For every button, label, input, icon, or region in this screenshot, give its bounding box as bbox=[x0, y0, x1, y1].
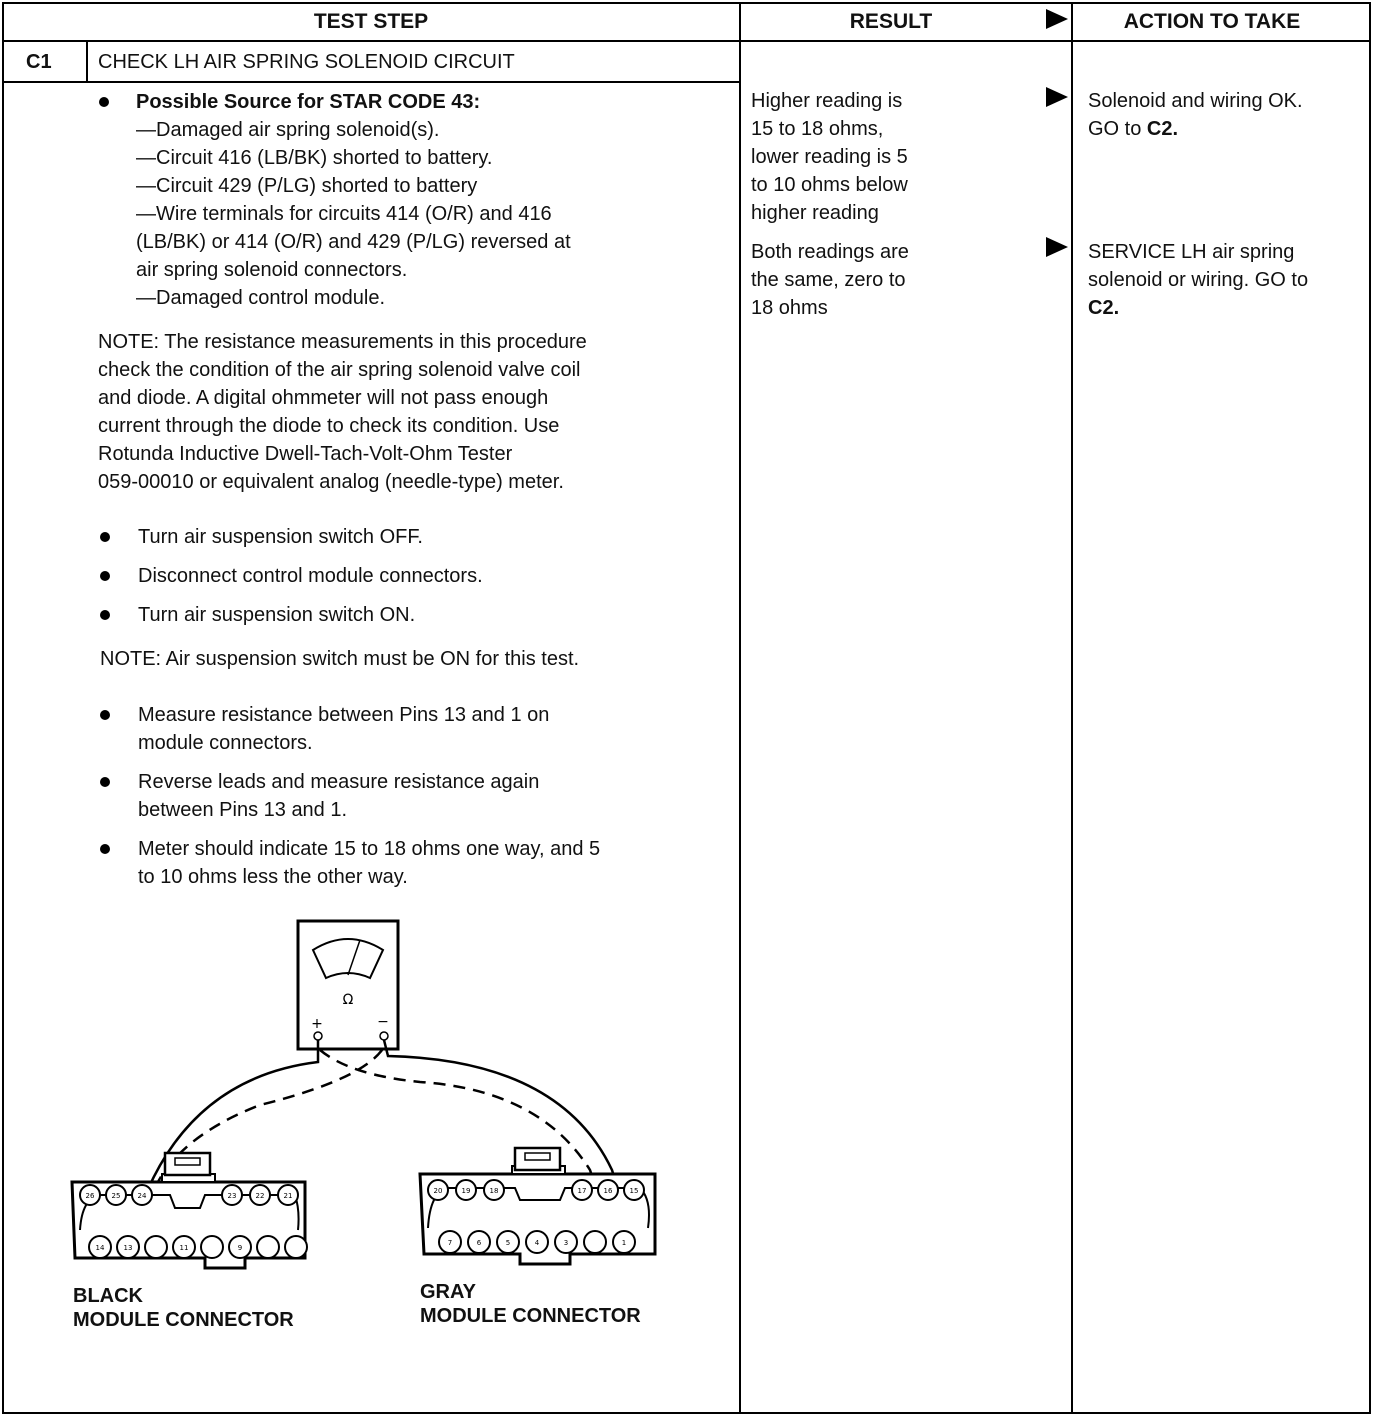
bullet-icon bbox=[100, 610, 110, 620]
possible-source-item: —Damaged control module. bbox=[136, 287, 386, 309]
step-id: C1 bbox=[26, 51, 52, 73]
header-test-step: TEST STEP bbox=[313, 10, 429, 33]
result-1 bbox=[751, 87, 908, 227]
action-goto-link[interactable]: C2. bbox=[1146, 118, 1179, 140]
bullet-icon bbox=[100, 844, 110, 854]
result-line: 18 ohms bbox=[751, 297, 828, 319]
frame-bottom bbox=[2, 1412, 1371, 1414]
result-2 bbox=[751, 238, 909, 322]
action-goto-text: GO to bbox=[1088, 118, 1147, 140]
connector-pin bbox=[257, 1236, 279, 1258]
connector-pin-label: 16 bbox=[603, 1187, 613, 1195]
note-line: current through the diode to check its condition. Use bbox=[98, 415, 560, 437]
step-line: module connectors. bbox=[138, 732, 313, 754]
step-line: between Pins 13 and 1. bbox=[138, 799, 348, 821]
action-1 bbox=[1088, 87, 1303, 143]
label-line: MODULE CONNECTOR bbox=[420, 1305, 641, 1327]
connector-pin-label: 22 bbox=[255, 1192, 265, 1200]
note-line: 059-00010 or equivalent analog (needle-type) meter. bbox=[98, 471, 564, 493]
step-title: CHECK LH AIR SPRING SOLENOID CIRCUIT bbox=[98, 51, 515, 73]
step-measure bbox=[138, 701, 549, 757]
connector-pin bbox=[285, 1236, 307, 1258]
gray-connector-label bbox=[420, 1280, 641, 1328]
plus-sign: + bbox=[311, 1016, 323, 1032]
bullet-icon bbox=[100, 532, 110, 542]
step-line: Meter should indicate 15 to 18 ohms one way, and 5 bbox=[138, 838, 601, 860]
step-line: Measure resistance between Pins 13 and 1 on bbox=[138, 704, 550, 726]
connector-pin-label: 3 bbox=[563, 1239, 569, 1247]
connector-pin bbox=[145, 1236, 167, 1258]
note-line: and diode. A digital ohmmeter will not pass enough bbox=[98, 387, 549, 409]
action-line: solenoid or wiring. GO to bbox=[1088, 269, 1309, 291]
possible-source-item: —Wire terminals for circuits 414 (O/R) and 416 bbox=[136, 203, 552, 225]
result-line: the same, zero to bbox=[751, 269, 906, 291]
result-line: 15 to 18 ohms, bbox=[751, 118, 884, 140]
note-line: NOTE: The resistance measurements in this procedure bbox=[98, 331, 587, 353]
plus-terminal bbox=[314, 1032, 322, 1040]
connector-pin-label: 5 bbox=[505, 1239, 511, 1247]
step-line: Reverse leads and measure resistance again bbox=[138, 771, 540, 793]
header-result: RESULT bbox=[849, 10, 933, 33]
result-line: lower reading is 5 bbox=[751, 146, 908, 168]
connector-pin-label: 26 bbox=[85, 1192, 95, 1200]
bullet-icon bbox=[100, 571, 110, 581]
ohm-symbol: Ω bbox=[342, 992, 354, 1008]
note-line: check the condition of the air spring solenoid valve coil bbox=[98, 359, 581, 381]
frame-right bbox=[1369, 2, 1371, 1414]
connector-pin-label: 17 bbox=[577, 1187, 587, 1195]
result-2-arrow-icon bbox=[1046, 237, 1068, 257]
connector-pin-label: 25 bbox=[111, 1192, 121, 1200]
header-action: ACTION TO TAKE bbox=[1123, 10, 1301, 33]
connector-pin-label: 19 bbox=[461, 1187, 471, 1195]
possible-source-item: —Circuit 416 (LB/BK) shorted to battery. bbox=[136, 147, 493, 169]
bullet-icon bbox=[100, 710, 110, 720]
connector-pin-label: 21 bbox=[283, 1192, 293, 1200]
minus-terminal bbox=[380, 1032, 388, 1040]
connector-pin-label: 14 bbox=[95, 1244, 105, 1252]
result-line: higher reading bbox=[751, 202, 879, 224]
possible-source-item: (LB/BK) or 414 (O/R) and 429 (P/LG) reversed at bbox=[136, 231, 571, 253]
result-line: to 10 ohms below bbox=[751, 174, 908, 196]
result-1-arrow-icon bbox=[1046, 87, 1068, 107]
bullet-icon bbox=[100, 777, 110, 787]
label-line: MODULE CONNECTOR bbox=[73, 1309, 294, 1331]
connector-pin-label: 23 bbox=[227, 1192, 237, 1200]
note-line: Rotunda Inductive Dwell-Tach-Volt-Ohm Tester bbox=[98, 443, 513, 465]
possible-source-item: air spring solenoid connectors. bbox=[136, 259, 408, 281]
connector-pin-label: 1 bbox=[621, 1239, 627, 1247]
connector-pin bbox=[201, 1236, 223, 1258]
step-switch-off: Turn air suspension switch OFF. bbox=[138, 526, 423, 548]
possible-source-item: —Circuit 429 (P/LG) shorted to battery bbox=[136, 175, 478, 197]
minus-sign: − bbox=[377, 1014, 389, 1030]
black-connector-label bbox=[73, 1284, 294, 1332]
step-line: to 10 ohms less the other way. bbox=[138, 866, 408, 888]
col-divider-2 bbox=[1071, 2, 1073, 1414]
connector-pin-label: 9 bbox=[237, 1244, 243, 1252]
bullet-icon bbox=[99, 97, 109, 107]
action-line bbox=[1088, 115, 1303, 143]
step-reverse bbox=[138, 768, 539, 824]
action-2 bbox=[1088, 238, 1308, 322]
possible-source-item: —Damaged air spring solenoid(s). bbox=[136, 119, 440, 141]
ohmmeter bbox=[298, 921, 398, 1049]
action-line: SERVICE LH air spring bbox=[1088, 241, 1295, 263]
step-switch-on: Turn air suspension switch ON. bbox=[138, 604, 416, 626]
note-switch-on: NOTE: Air suspension switch must be ON for this test. bbox=[100, 648, 580, 670]
connector-pin-label: 4 bbox=[534, 1239, 540, 1247]
action-goto-link[interactable]: C2. bbox=[1088, 297, 1120, 319]
connector-pin-label: 7 bbox=[447, 1239, 453, 1247]
connector-pin-label: 24 bbox=[137, 1192, 147, 1200]
step-expected bbox=[138, 835, 600, 891]
connector-pin-label: 11 bbox=[179, 1244, 189, 1252]
step-title-divider bbox=[2, 81, 740, 83]
header-divider bbox=[2, 40, 1371, 42]
action-line: Solenoid and wiring OK. bbox=[1088, 90, 1303, 112]
frame-top bbox=[2, 2, 1371, 4]
connector-pin-label: 18 bbox=[489, 1187, 499, 1195]
connector-pin-label: 15 bbox=[629, 1187, 639, 1195]
connector-pin-label: 13 bbox=[123, 1244, 133, 1252]
label-line: GRAY bbox=[420, 1281, 476, 1303]
note-measurement bbox=[98, 328, 587, 496]
label-line: BLACK bbox=[73, 1285, 143, 1307]
step-id-divider bbox=[86, 42, 88, 82]
result-line: Higher reading is bbox=[751, 90, 903, 112]
connector-pin-label: 20 bbox=[433, 1187, 443, 1195]
step-disconnect: Disconnect control module connectors. bbox=[138, 565, 483, 587]
result-line: Both readings are bbox=[751, 241, 909, 263]
header-arrow-icon bbox=[1046, 9, 1068, 29]
possible-source-heading: Possible Source for STAR CODE 43: bbox=[136, 91, 481, 113]
possible-source-list bbox=[136, 116, 571, 312]
connector-pin-label: 6 bbox=[476, 1239, 482, 1247]
connector-pin bbox=[584, 1231, 606, 1253]
